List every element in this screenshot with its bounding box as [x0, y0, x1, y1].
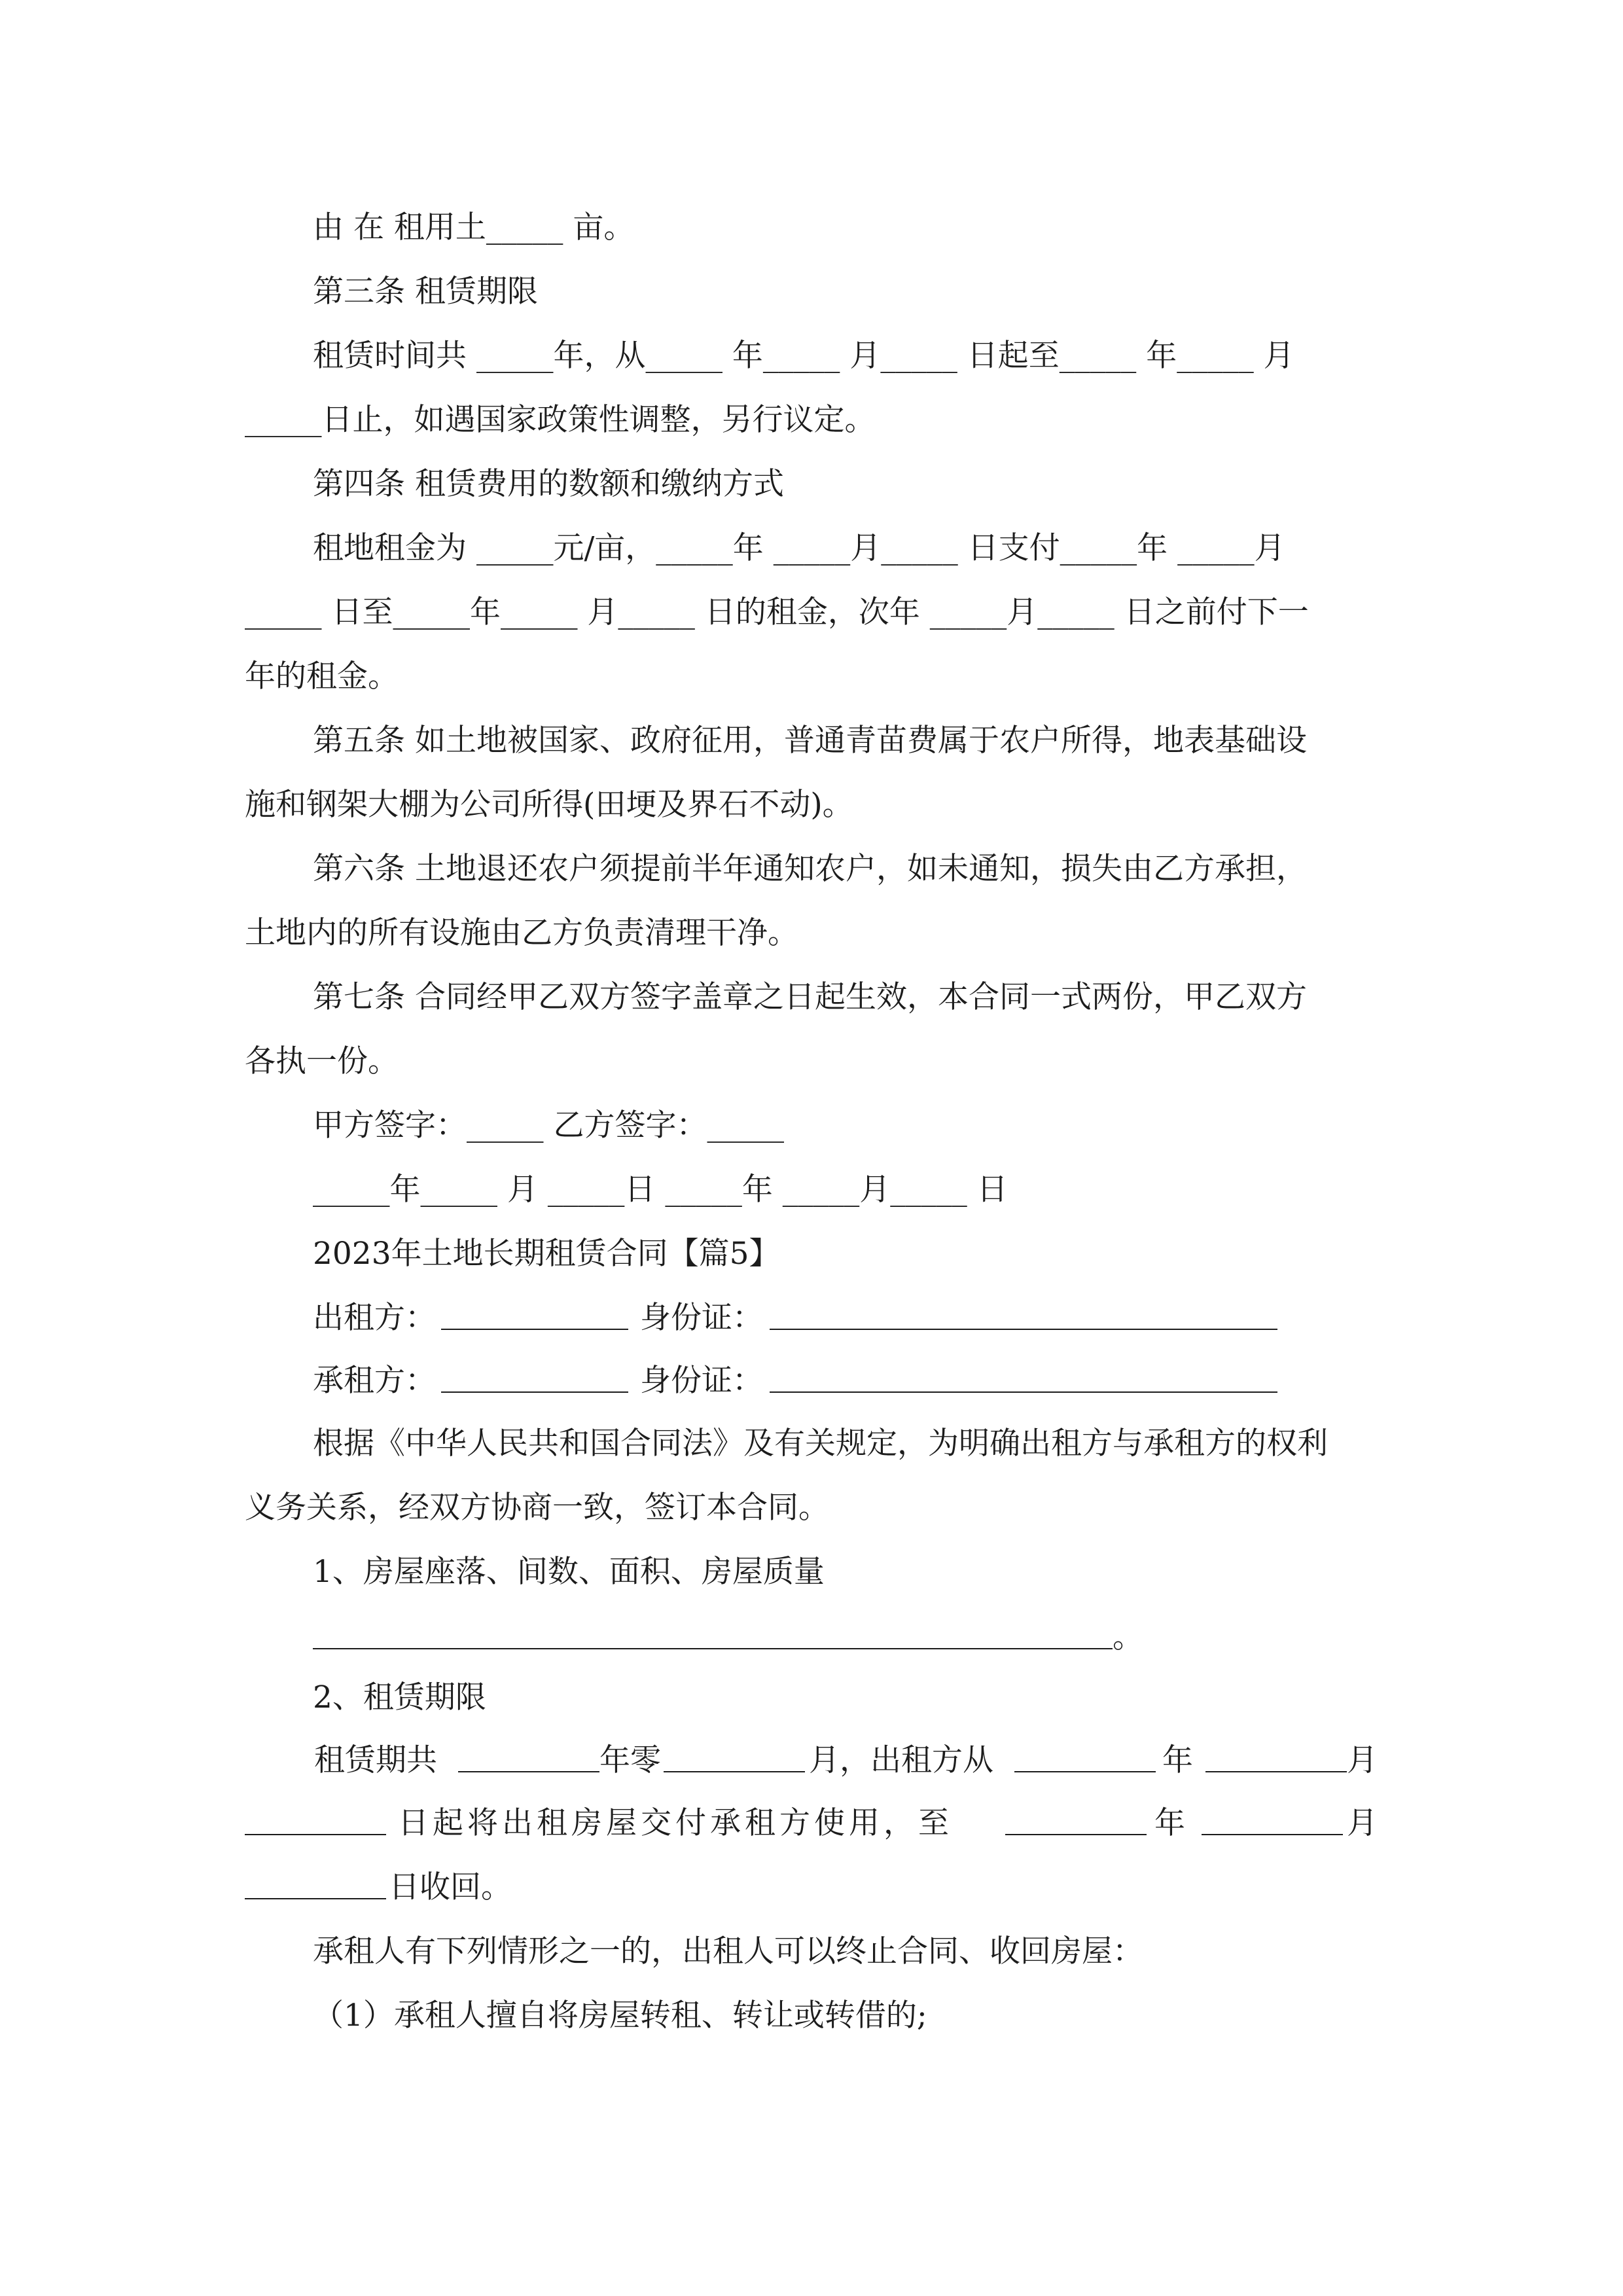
- lease-handover-text: 日起将出租房屋交付承租方使用，至: [398, 1805, 953, 1841]
- lease-start-label: 月，出租方从: [809, 1742, 993, 1778]
- lease-start-month-blank: [1205, 1771, 1347, 1772]
- text-line-rent-1: 租地租金为 _____元/亩，_____年 _____月_____ 日支付_____年 _____月: [313, 530, 1285, 566]
- lease-end-month-label: 月: [1347, 1805, 1378, 1841]
- lease-start-day-blank: [245, 1834, 386, 1835]
- article-3-heading: 第三条 租赁期限: [313, 274, 538, 310]
- lessee-name-blank: [441, 1391, 628, 1393]
- lease-months-blank: [664, 1771, 805, 1772]
- lessor-name-blank: [441, 1329, 628, 1330]
- lease-end-year-label: 年: [1154, 1805, 1185, 1841]
- clause-2-heading: 2、租赁期限: [313, 1679, 486, 1715]
- article-4-heading: 第四条 租赁费用的数额和缴纳方式: [313, 466, 784, 502]
- lessor-id-label: 身份证：: [640, 1300, 763, 1336]
- house-info-blank: [313, 1648, 1113, 1649]
- house-info-period: 。: [1113, 1619, 1143, 1655]
- article-5-line-2: 施和钢架大棚为公司所得(田埂及界石不动)。: [245, 787, 853, 823]
- signature-date-line: _____年_____ 月 _____日 _____年 _____月_____ 日: [313, 1172, 1008, 1208]
- article-7-line-2: 各执一份。: [245, 1043, 399, 1079]
- signature-line: 甲方签字：_____ 乙方签字：_____: [313, 1107, 784, 1143]
- text-line-lease-term-1: 租赁时间共 _____年，从_____ 年_____ 月_____ 日起至_____ 年_____ 月: [313, 338, 1294, 374]
- lessor-label: 出租方：: [313, 1300, 436, 1336]
- article-7-line-1: 第七条 合同经甲乙双方签字盖章之日起生效，本合同一式两份，甲乙双方: [313, 979, 1307, 1015]
- lease-years-blank: [458, 1771, 599, 1772]
- lease-end-day-blank: [245, 1898, 386, 1899]
- lessor-id-blank: [770, 1329, 1277, 1330]
- clause-1-heading: 1、房屋座落、间数、面积、房屋质量: [313, 1554, 825, 1590]
- lessee-id-blank: [770, 1391, 1277, 1393]
- article-5-line-1: 第五条 如土地被国家、政府征用，普通青苗费属于农户所得，地表基础设: [313, 723, 1307, 759]
- lease-end-year-blank: [1005, 1834, 1147, 1835]
- lease-period-label: 租赁期共: [314, 1742, 437, 1778]
- lease-start-year-blank: [1014, 1771, 1156, 1772]
- article-6-line-2: 土地内的所有设施由乙方负责清理干净。: [245, 915, 798, 951]
- lessee-id-label: 身份证：: [640, 1363, 763, 1399]
- lease-start-month-label: 月: [1347, 1742, 1378, 1778]
- lease-end-month-blank: [1202, 1834, 1343, 1835]
- text-line-rent-3: 年的租金。: [245, 658, 399, 694]
- lessee-label: 承租方：: [313, 1363, 436, 1399]
- text-line-land-area: 由 在 租用土_____ 亩。: [313, 209, 635, 245]
- text-line-lease-term-2: _____日止，如遇国家政策性调整，另行议定。: [245, 402, 876, 438]
- preamble-line-2: 义务关系，经双方协商一致，签订本合同。: [245, 1490, 829, 1526]
- lease-end-text: 日收回。: [389, 1869, 512, 1905]
- termination-intro: 承租人有下列情形之一的，出租人可以终止合同、收回房屋：: [313, 1933, 1143, 1969]
- text-line-rent-2: _____ 日至_____年_____ 月_____ 日的租金，次年 _____月_____ 日之前付下一: [245, 594, 1309, 630]
- section-title: 2023年土地长期租赁合同【篇5】: [313, 1236, 780, 1272]
- article-6-line-1: 第六条 土地退还农户须提前半年通知农户，如未通知，损失由乙方承担，: [313, 851, 1307, 887]
- lease-start-year-label: 年: [1162, 1742, 1193, 1778]
- termination-item-1: （1）承租人擅自将房屋转租、转让或转借的;: [313, 1998, 927, 2034]
- lease-years-suffix: 年零: [599, 1742, 661, 1778]
- preamble-line-1: 根据《中华人民共和国合同法》及有关规定，为明确出租方与承租方的权利: [313, 1426, 1328, 1462]
